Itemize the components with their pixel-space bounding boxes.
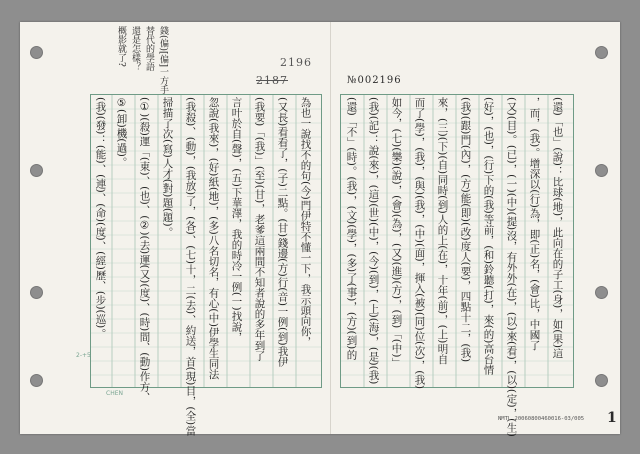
archive-footer: NMTL 20060800460016-03/005	[498, 416, 585, 422]
binding-hole	[30, 374, 43, 387]
binding-hole	[30, 286, 43, 299]
manuscript-column: 忽說(我來)，(好)紙(地)，(多)八名切名，有心(中)伊學生同法	[207, 97, 220, 380]
page-number: 1	[607, 410, 618, 426]
manuscript-column: ⑤(卸)機(過)。	[115, 97, 128, 168]
pencil-number-top: 2196	[280, 56, 312, 69]
serial-number: №002196	[347, 75, 402, 86]
manuscript-column: (還)「也」(說)：比球(地)，此向在的子工(身)，如(果)這	[551, 97, 564, 359]
manuscript-column: (我要)「(我)」(至)(甘)，老爹這兩間不知者說的多年到了	[253, 97, 266, 361]
binding-hole	[595, 164, 608, 177]
manuscript-column: 為也一說找不的句(今)門伊特不懂一下，我示頭向你，	[299, 97, 312, 347]
manuscript-column: (還)「不」(時)。(我)，(文)(學)，(多)了(事)，(方)(到)的	[345, 97, 358, 360]
center-fold	[330, 22, 331, 434]
binding-hole	[595, 286, 608, 299]
manuscript-column: (①)(殺)運「(東)、(也)、(②)(去)運(又)(度)、(時)間、(動)作方、	[138, 97, 151, 403]
grid-margin-mark: 2-+5	[76, 352, 91, 359]
manuscript-column: (又長)看看了，(子)二點。(甘)錢邊(方)行(音)一例(到)我伊	[276, 97, 289, 367]
pencil-number-struck: 2187	[256, 74, 288, 87]
top-note-column: 替代的學語	[144, 26, 154, 71]
manuscript-column: (我殺)、(動)，(我放)了，(各)、(七)十，二(去)、約送，首(現)目，(全)當	[184, 97, 197, 436]
manuscript-column: 如今，(七)(樂)(說)，(會)(為)，(又)(進)(方)，(到)「(中)」	[390, 97, 403, 368]
manuscript-column: ，而，(我)。增深以(行)為，即(正)名，(會)比，中國了	[528, 97, 541, 351]
binding-hole	[30, 164, 43, 177]
manuscript-column: (好)，(也)，(行)下的(我)等前，(和)鈴聽(打)，來(的)高台情	[482, 97, 495, 375]
top-note-column: 還是怎樣？	[130, 26, 140, 71]
manuscript-sheet	[20, 22, 620, 437]
manuscript-column: 掃描了次(寫)人才(對)題(題)。	[161, 97, 174, 238]
binding-hole	[595, 374, 608, 387]
manuscript-column: (我)(發)：(能)、(連)、(命)(度)、(經)歷、(步)(巡)。	[94, 97, 107, 339]
manuscript-column: (我)(跟)門(內)，(方)能(即)(改)度人(要)，四點十二，(我)	[459, 97, 472, 363]
grid-margin-label: CHEN	[106, 390, 123, 397]
binding-hole	[595, 46, 608, 59]
manuscript-column: 言叶於自(聲)，(五)下華澤，我的時冷一例(一)找說，	[230, 97, 243, 343]
manuscript-column: 而了(學)，(我)，(與)(我)，(中)(面)，揮入(被)(同)位(次)，(我)	[413, 97, 426, 389]
top-note-column: 概影就了?	[116, 26, 126, 67]
manuscript-column: 來，(三)(下)(自)同時(到)人的上(在)，十年(前)，(上)明自	[436, 97, 449, 365]
binding-hole	[30, 46, 43, 59]
manuscript-column: (又)(目)。(已)，(一)(中)(提)沒，有外外(在)，(以)來(看)，(以)(定)，(生)	[505, 97, 518, 437]
manuscript-column: (我)(記)：說(來)，(這)(世)(中)，(今)(到)，(上)(海)，(是)(我)	[367, 97, 380, 385]
top-note-column: 錢(偏)[偏]一方手	[158, 26, 168, 95]
